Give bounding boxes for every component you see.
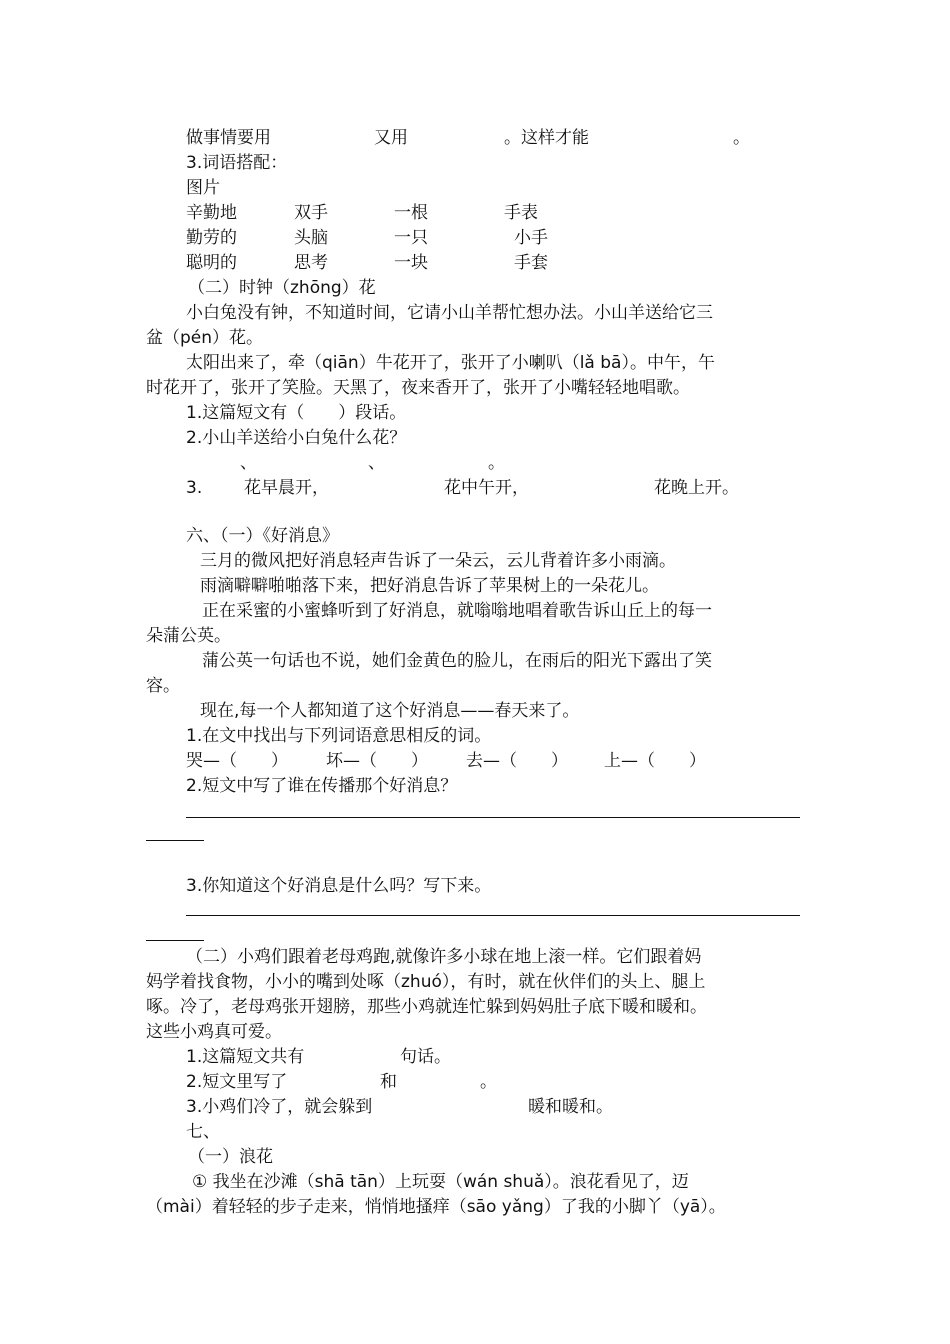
match-word: 勤劳的	[186, 228, 237, 248]
antonym-item: 哭—（ ）	[186, 751, 288, 771]
match-word: 一只	[394, 228, 428, 248]
answer-separator: 。	[488, 453, 505, 473]
clock-question-1: 1.这篇短文有（ ）段话。	[186, 403, 407, 423]
clock-question-2: 2.小山羊送给小白兔什么花？	[186, 428, 407, 448]
match-word: 聪明的	[186, 253, 237, 273]
chick-paragraph-line-2: 妈学着找食物，小小的嘴到处啄（zhuó），有时，就在伙伴们的头上、腿上	[146, 972, 706, 992]
clock-paragraph-2a: 太阳出来了，牵（qiān）牛花开了，张开了小喇叭（lǎ bā）。中午，午	[186, 353, 715, 373]
clock-question-3-part: 花晚上开。	[654, 478, 739, 498]
good-news-paragraph-3a: 正在采蜜的小蜜蜂听到了好消息，就嗡嗡地唱着歌告诉山丘上的每一	[202, 601, 712, 621]
answer-line	[146, 840, 204, 841]
work-line-part-4: 。	[733, 128, 750, 148]
match-word: 一根	[394, 203, 428, 223]
clock-paragraph-1a: 小白兔没有钟，不知道时间，它请小山羊帮忙想办法。小山羊送给它三	[186, 303, 713, 323]
clock-question-3-number: 3.	[186, 478, 203, 498]
wave-paragraph-1b: （mài）着轻轻的步子走来，悄悄地搔痒（sāo yǎng）了我的小脚丫（yā）。	[146, 1197, 726, 1217]
work-line-part-1: 做事情要用	[186, 128, 271, 148]
chick-paragraph-line-3: 啄。冷了，老母鸡张开翅膀，那些小鸡就连忙躲到妈妈肚子底下暖和暖和。	[146, 997, 707, 1017]
answer-separator: 、	[240, 453, 257, 473]
work-line-part-3: 。这样才能	[504, 128, 589, 148]
match-word: 手套	[514, 253, 548, 273]
good-news-paragraph-1: 三月的微风把好消息轻声告诉了一朵云，云儿背着许多小雨滴。	[200, 551, 676, 571]
antonym-item: 去—（ ）	[466, 751, 568, 771]
chick-question-2-part: 2.短文里写了	[186, 1072, 288, 1092]
chick-question-2-part: 。	[480, 1072, 497, 1092]
chick-paragraph-line-1: （二）小鸡们跟着老母鸡跑,就像许多小球在地上滚一样。它们跟着妈	[186, 947, 702, 967]
clock-paragraph-2b: 时花开了，张开了笑脸。天黑了，夜来香开了，张开了小嘴轻轻地唱歌。	[146, 378, 690, 398]
answer-line	[186, 915, 800, 916]
good-news-paragraph-4b: 容。	[146, 676, 180, 696]
section-7-title: 七、	[186, 1122, 220, 1142]
clock-question-3-part: 花早晨开，	[244, 478, 329, 498]
match-word: 辛勤地	[186, 203, 237, 223]
match-word: 双手	[294, 203, 328, 223]
good-news-question-2: 2.短文中写了谁在传播那个好消息？	[186, 776, 458, 796]
chick-paragraph-line-4: 这些小鸡真可爱。	[146, 1022, 282, 1042]
answer-line	[186, 817, 800, 818]
good-news-paragraph-4a: 蒲公英一句话也不说，她们金黄色的脸儿，在雨后的阳光下露出了笑	[202, 651, 712, 671]
work-line-part-2: 又用	[374, 128, 408, 148]
clock-question-3-part: 花中午开，	[444, 478, 529, 498]
good-news-paragraph-2: 雨滴噼噼啪啪落下来，把好消息告诉了苹果树上的一朵花儿。	[200, 576, 659, 596]
match-word: 思考	[294, 253, 328, 273]
match-word: 头脑	[294, 228, 328, 248]
good-news-question-3: 3.你知道这个好消息是什么吗？写下来。	[186, 876, 492, 896]
word-match-picture-note: 图片	[186, 178, 220, 198]
good-news-paragraph-5: 现在,每一个人都知道了这个好消息——春天来了。	[200, 701, 580, 721]
word-match-title: 3.词语搭配：	[186, 153, 288, 173]
antonym-item: 坏—（ ）	[326, 751, 428, 771]
clock-paragraph-1b: 盆（pén）花。	[146, 328, 264, 348]
chick-question-1-part: 1.这篇短文共有	[186, 1047, 305, 1067]
chick-question-3-part: 3.小鸡们冷了，就会躲到	[186, 1097, 373, 1117]
match-word: 一块	[394, 253, 428, 273]
match-word: 手表	[504, 203, 538, 223]
good-news-title: 六、（一）《好消息》	[186, 526, 339, 546]
clock-flower-title: （二）时钟（zhōng）花	[188, 278, 376, 298]
chick-question-3-part: 暖和暖和。	[528, 1097, 613, 1117]
antonym-item: 上—（ ）	[604, 751, 706, 771]
good-news-question-1: 1.在文中找出与下列词语意思相反的词。	[186, 726, 492, 746]
answer-separator: 、	[368, 453, 385, 473]
match-word: 小手	[514, 228, 548, 248]
chick-question-2-part: 和	[380, 1072, 397, 1092]
answer-line	[146, 940, 204, 941]
wave-paragraph-1a: ① 我坐在沙滩（shā tān）上玩耍（wán shuǎ）。浪花看见了，迈	[192, 1172, 689, 1192]
wave-flower-title: （一）浪花	[188, 1147, 273, 1167]
good-news-paragraph-3b: 朵蒲公英。	[146, 626, 231, 646]
chick-question-1-part: 句话。	[400, 1047, 451, 1067]
